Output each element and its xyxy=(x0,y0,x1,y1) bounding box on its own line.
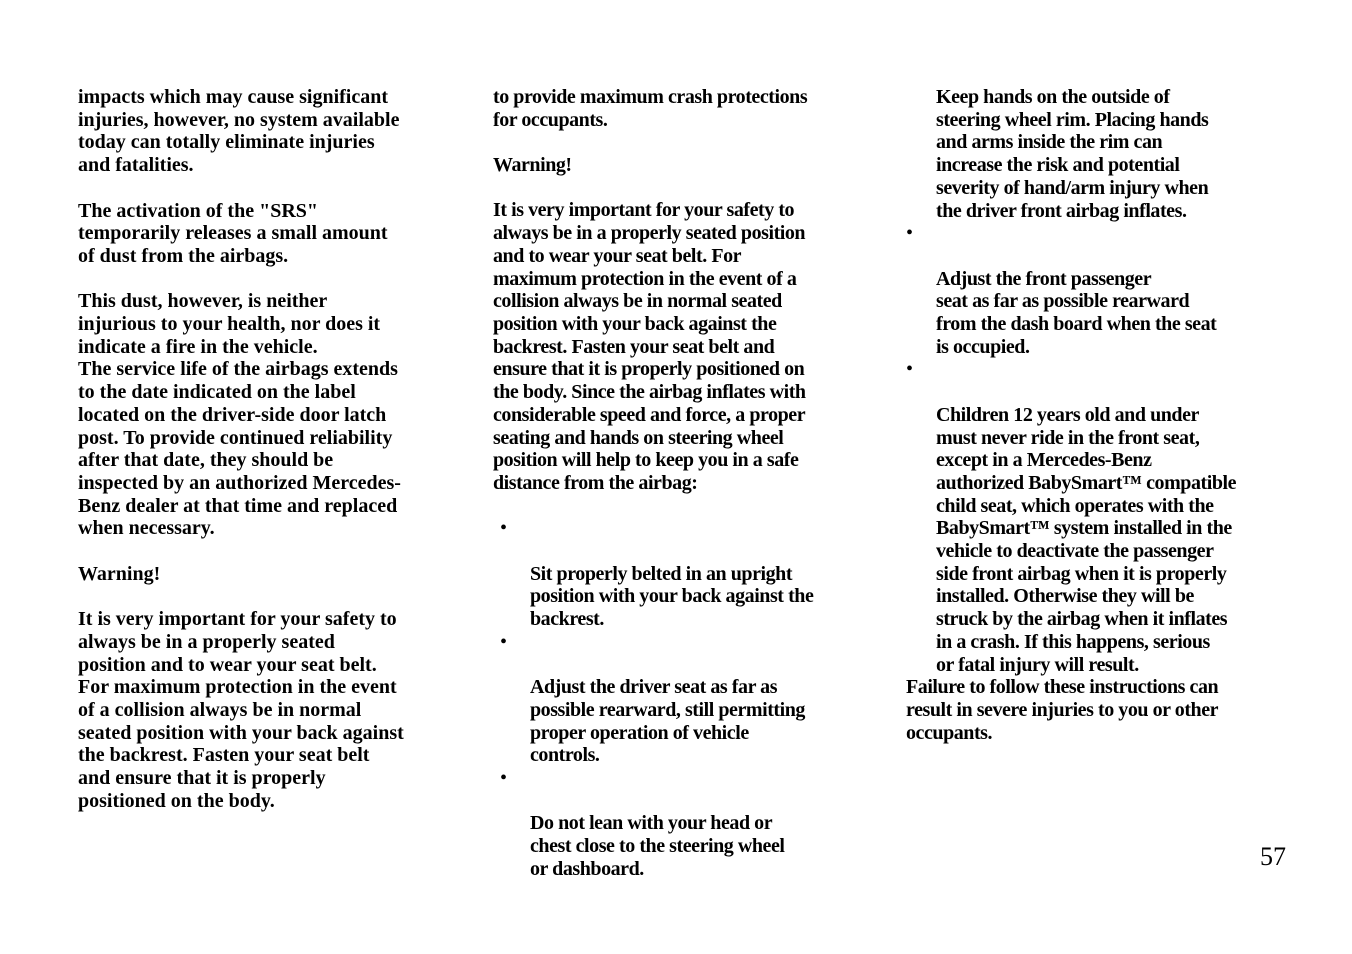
list-item-text: Children 12 years old and under must never ride in the front seat, except in a Mercedes-Benz authorized BabySmart™ compatible child seat, which operates with the BabySmart™ system installed in the vehicle to deactivate the passenger side front airbag when it is properly installed. Otherwise they will be struck by the airbag when it inflates in a crash. If this happens, serious or fatal injury will result. xyxy=(936,403,1237,676)
bullet-icon: • xyxy=(500,517,507,540)
list-item xyxy=(906,358,1286,676)
bullet-icon: • xyxy=(500,767,507,790)
paragraph-gap xyxy=(78,268,458,291)
bullet-icon: • xyxy=(906,358,913,381)
list-item-text: Adjust the driver seat as far as possible rearward, still permitting proper operation of vehicle controls. xyxy=(530,676,805,767)
column-2 xyxy=(493,86,873,881)
paragraph-gap xyxy=(78,585,458,608)
paragraph-gap xyxy=(493,131,873,154)
bullet-icon: • xyxy=(500,630,507,653)
paragraph-closing: Failure to follow these instructions can result in severe injuries to you or other occupants. xyxy=(906,676,1219,744)
list-item-text: Adjust the front passenger seat as far as possible rearward from the dash board when the seat is occupied. xyxy=(936,267,1217,358)
list-item-text: Do not lean with your head or chest close to the steering wheel or dashboard. xyxy=(530,812,785,880)
bullet-list xyxy=(493,517,873,880)
list-item xyxy=(493,767,873,881)
list-item xyxy=(906,222,1286,358)
paragraph-crash-protection: to provide maximum crash protections for occupants. xyxy=(493,86,808,131)
list-item xyxy=(493,517,873,631)
list-item-text: Sit properly belted in an upright position with your back against the backrest. xyxy=(530,562,814,631)
paragraph-dust-service-life: This dust, however, is neither injurious to your health, nor does it indicate a fire in the vehicle. The service life of the airbags extends to the date indicated on the label located on the driver-side door latch post. To provide continued reliability after that date, they should be inspected by an authorized Mercedes- Benz dealer at that time and replaced when necessary. xyxy=(78,290,401,540)
warning-heading: Warning! xyxy=(493,154,572,177)
column-3 xyxy=(906,86,1286,744)
list-item xyxy=(493,631,873,767)
column-1 xyxy=(78,86,458,812)
paragraph-hands-on-rim: Keep hands on the outside of steering wheel rim. Placing hands and arms inside the rim can increase the risk and potential severity of hand/arm injury when the driver front airbag inflates. xyxy=(936,86,1209,222)
paragraph-seating-position: It is very important for your safety to always be in a properly seated position and to wear your seat belt. For maximum protection in the event of a collision always be in normal seated position with your back against the backrest. Fasten your seat belt and ensure that it is properly positioned on the body. Since the airbag inflates with considerable speed and force, a proper seating and hands on steering wheel position will help to keep you in a safe distance from the airbag: xyxy=(493,199,806,494)
bullet-icon: • xyxy=(906,222,913,245)
page-number: 57 xyxy=(1260,842,1286,871)
warning-heading: Warning! xyxy=(78,562,161,585)
paragraph-impacts: impacts which may cause significant injuries, however, no system available today can totally eliminate injuries and fatalities. xyxy=(78,86,400,177)
paragraph-gap xyxy=(78,540,458,563)
paragraph-seating-warning: It is very important for your safety to always be in a properly seated position and to wear your seat belt. For maximum protection in the event of a collision always be in normal seated position with your back against the backrest. Fasten your seat belt and ensure that it is properly positioned on the body. xyxy=(78,608,404,812)
paragraph-gap xyxy=(493,495,873,518)
paragraph-gap xyxy=(493,177,873,200)
paragraph-gap xyxy=(78,177,458,200)
paragraph-srs-activation: The activation of the "SRS" temporarily releases a small amount of dust from the airbags. xyxy=(78,199,388,267)
